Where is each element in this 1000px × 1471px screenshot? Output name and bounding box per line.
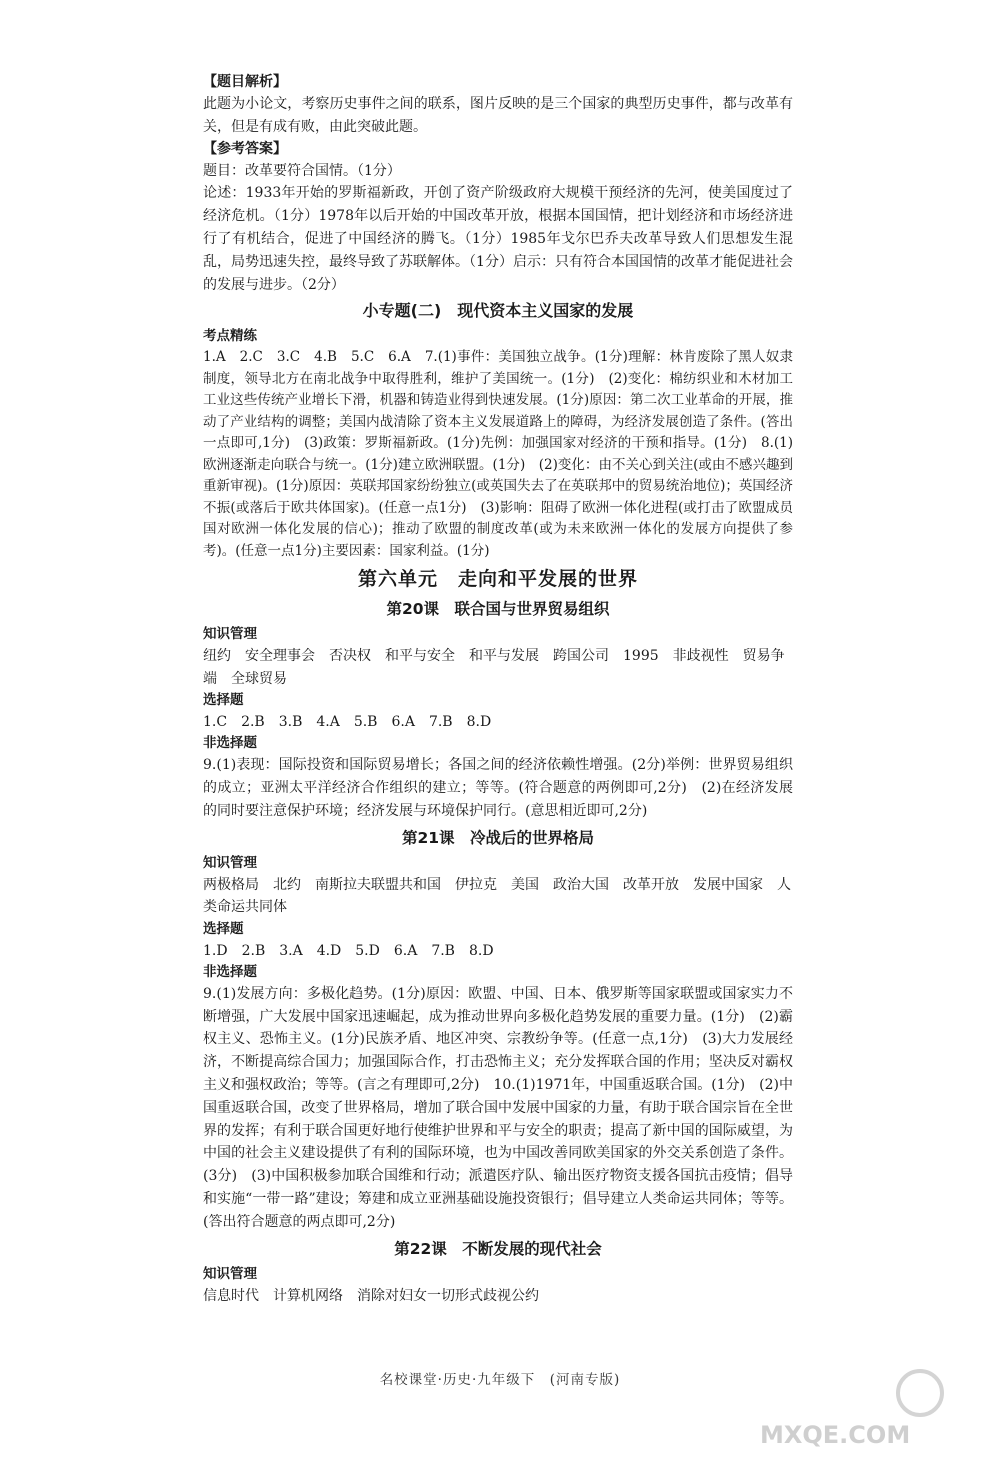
lesson20-choice-label: 选择题 (203, 692, 244, 709)
lesson21-choices: 1.D 2.B 3.A 4.D 5.D 6.A 7.B 8.D (203, 942, 494, 959)
lesson21-nonchoice-label: 非选择题 (203, 963, 257, 980)
lesson20-knowledge-label: 知识管理 (203, 626, 257, 643)
lesson20-nonchoice-label: 非选择题 (203, 735, 257, 752)
lesson22-knowledge-label: 知识管理 (203, 1265, 257, 1282)
analysis-text: 此题为小论文，考察历史事件之间的联系，图片反映的是三个国家的典型历史事件，都与改革有关，但是有成有败，由此突破此题。 (203, 96, 793, 135)
answer-page (203, 72, 793, 1307)
reference-tag: 【参考答案】 (203, 140, 287, 157)
watermark-circle-icon (898, 1371, 942, 1415)
unit6-heading: 第六单元 走向和平发展的世界 (357, 568, 638, 591)
lesson21-choice-label: 选择题 (203, 920, 244, 937)
lesson22-terms: 信息时代 计算机网络 消除对妇女一切形式歧视公约 (203, 1287, 539, 1304)
lesson22-heading: 第22课 不断发展的现代社会 (394, 1239, 602, 1258)
watermark-text: MXQE.COM (760, 1421, 911, 1449)
reference-body: 论述：1933年开始的罗斯福新政，开创了资产阶级政府大规模干预经济的先河，使美国度过了经济危机。（1分）1978年以后开始的中国改革开放，根据本国国情，把计划经济和市场经济进行了有机结合，促进了中国经济的腾飞。（1分）1985年戈尔巴乔夫改革导致人们思想发生混乱，局势迅速失控，最终导致了苏联解体。（1分）启示：只有符合本国国情的改革才能促进社会的发展与进步。（2分） (203, 185, 793, 293)
lesson20-terms: 纽约 安全理事会 否决权 和平与安全 和平与发展 跨国公司 1995 非歧视性 贸易争端 全球贸易 (203, 648, 785, 687)
topic2-label: 考点精练 (203, 328, 257, 345)
topic2-body: 1.A 2.C 3.C 4.B 5.C 6.A 7.(1)事件：美国独立战争。(1分)理解：林肯废除了黑人奴隶制度，领导北方在南北战争中取得胜利，维护了美国统一。(1分) (2)变化：棉纺织业和木材加工工业这些传统产业增长下滑，机器和铸造业得到快速发展。(1分)原因：第二次工业革命的开展，推动了产业结构的调整；美国内战清除了资本主义发展道路上的障碍，为经济发展创造了条件。(答出一点即可,1分) (3)政策：罗斯福新政。(1分)先例：加强国家对经济的干预和指导。(1分) 8.(1)欧洲逐渐走向联合与统一。(1分)建立欧洲联盟。(1分) (2)变化：由不关心到关注(或由不感兴趣到重新审视)。(1分)原因：英联邦国家纷纷独立(或英国失去了在英联邦中的贸易统治地位)；英国经济不振(或落后于欧共体国家)。(任意一点1分) (3)影响：阻碍了欧洲一体化进程(或打击了欧盟成员国对欧洲一体化发展的信心)；推动了欧盟的制度改革(或为未来欧洲一体化的发展方向提供了参考)。(任意一点1分)主要因素：国家利益。(1分) (203, 349, 793, 559)
lesson20-heading: 第20课 联合国与世界贸易组织 (386, 600, 610, 619)
lesson21-knowledge-label: 知识管理 (203, 854, 257, 871)
lesson21-body: 9.(1)发展方向：多极化趋势。(1分)原因：欧盟、中国、日本、俄罗斯等国家联盟或国家实力不断增强，广大发展中国家迅速崛起，成为推动世界向多极化趋势发展的重要力量。(1分) (2)霸权主义、恐怖主义。(1分)民族矛盾、地区冲突、宗教纷争等。(任意一点,1分) (3)大力发展经济，不断提高综合国力；加强国际合作，打击恐怖主义；充分发挥联合国的作用；坚决反对霸权主义和强权政治；等等。(言之有理即可,2分) 10.(1)1971年，中国重返联合国。(1分) (2)中国重返联合国，改变了世界格局，增加了联合国中发展中国家的力量，有助于联合国宗旨在全世界的发挥；有利于联合国更好地行使维护世界和平与安全的职责；提高了新中国的国际威望，为中国的社会主义建设提供了有利的国际环境，也为中国改善同欧美国家的外交关系创造了条件。(3分) (3)中国积极参加联合国维和行动；派遣医疗队、输出医疗物资支援各国抗击疫情；倡导和实施“一带一路”建设；筹建和成立亚洲基础设施投资银行；倡导建立人类命运共同体；等等。(答出符合题意的两点即可,2分) (203, 985, 793, 1230)
page-footer: 名校课堂·历史·九年级下 (河南专版) (379, 1372, 621, 1388)
topic2-heading: 小专题(二) 现代资本主义国家的发展 (362, 301, 634, 321)
lesson21-heading: 第21课 冷战后的世界格局 (401, 828, 595, 847)
lesson21-terms: 两极格局 北约 南斯拉夫联盟共和国 伊拉克 美国 政治大国 改革开放 发展中国家 人类命运共同体 (203, 876, 791, 916)
lesson20-choices: 1.C 2.B 3.B 4.A 5.B 6.A 7.B 8.D (203, 714, 492, 731)
reference-title: 题目：改革要符合国情。（1分） (203, 162, 401, 179)
analysis-tag: 【题目解析】 (203, 74, 287, 90)
watermark-logo (720, 1363, 960, 1453)
lesson20-body: 9.(1)表现：国际投资和国际贸易增长；各国之间的经济依赖性增强。(2分)举例：世界贸易组织的成立；亚洲太平洋经济合作组织的建立；等等。(符合题意的两例即可,2分) (2)在经济发展的同时要注意保护环境；经济发展与环境保护同行。(意思相近即可,2分) (203, 757, 793, 819)
